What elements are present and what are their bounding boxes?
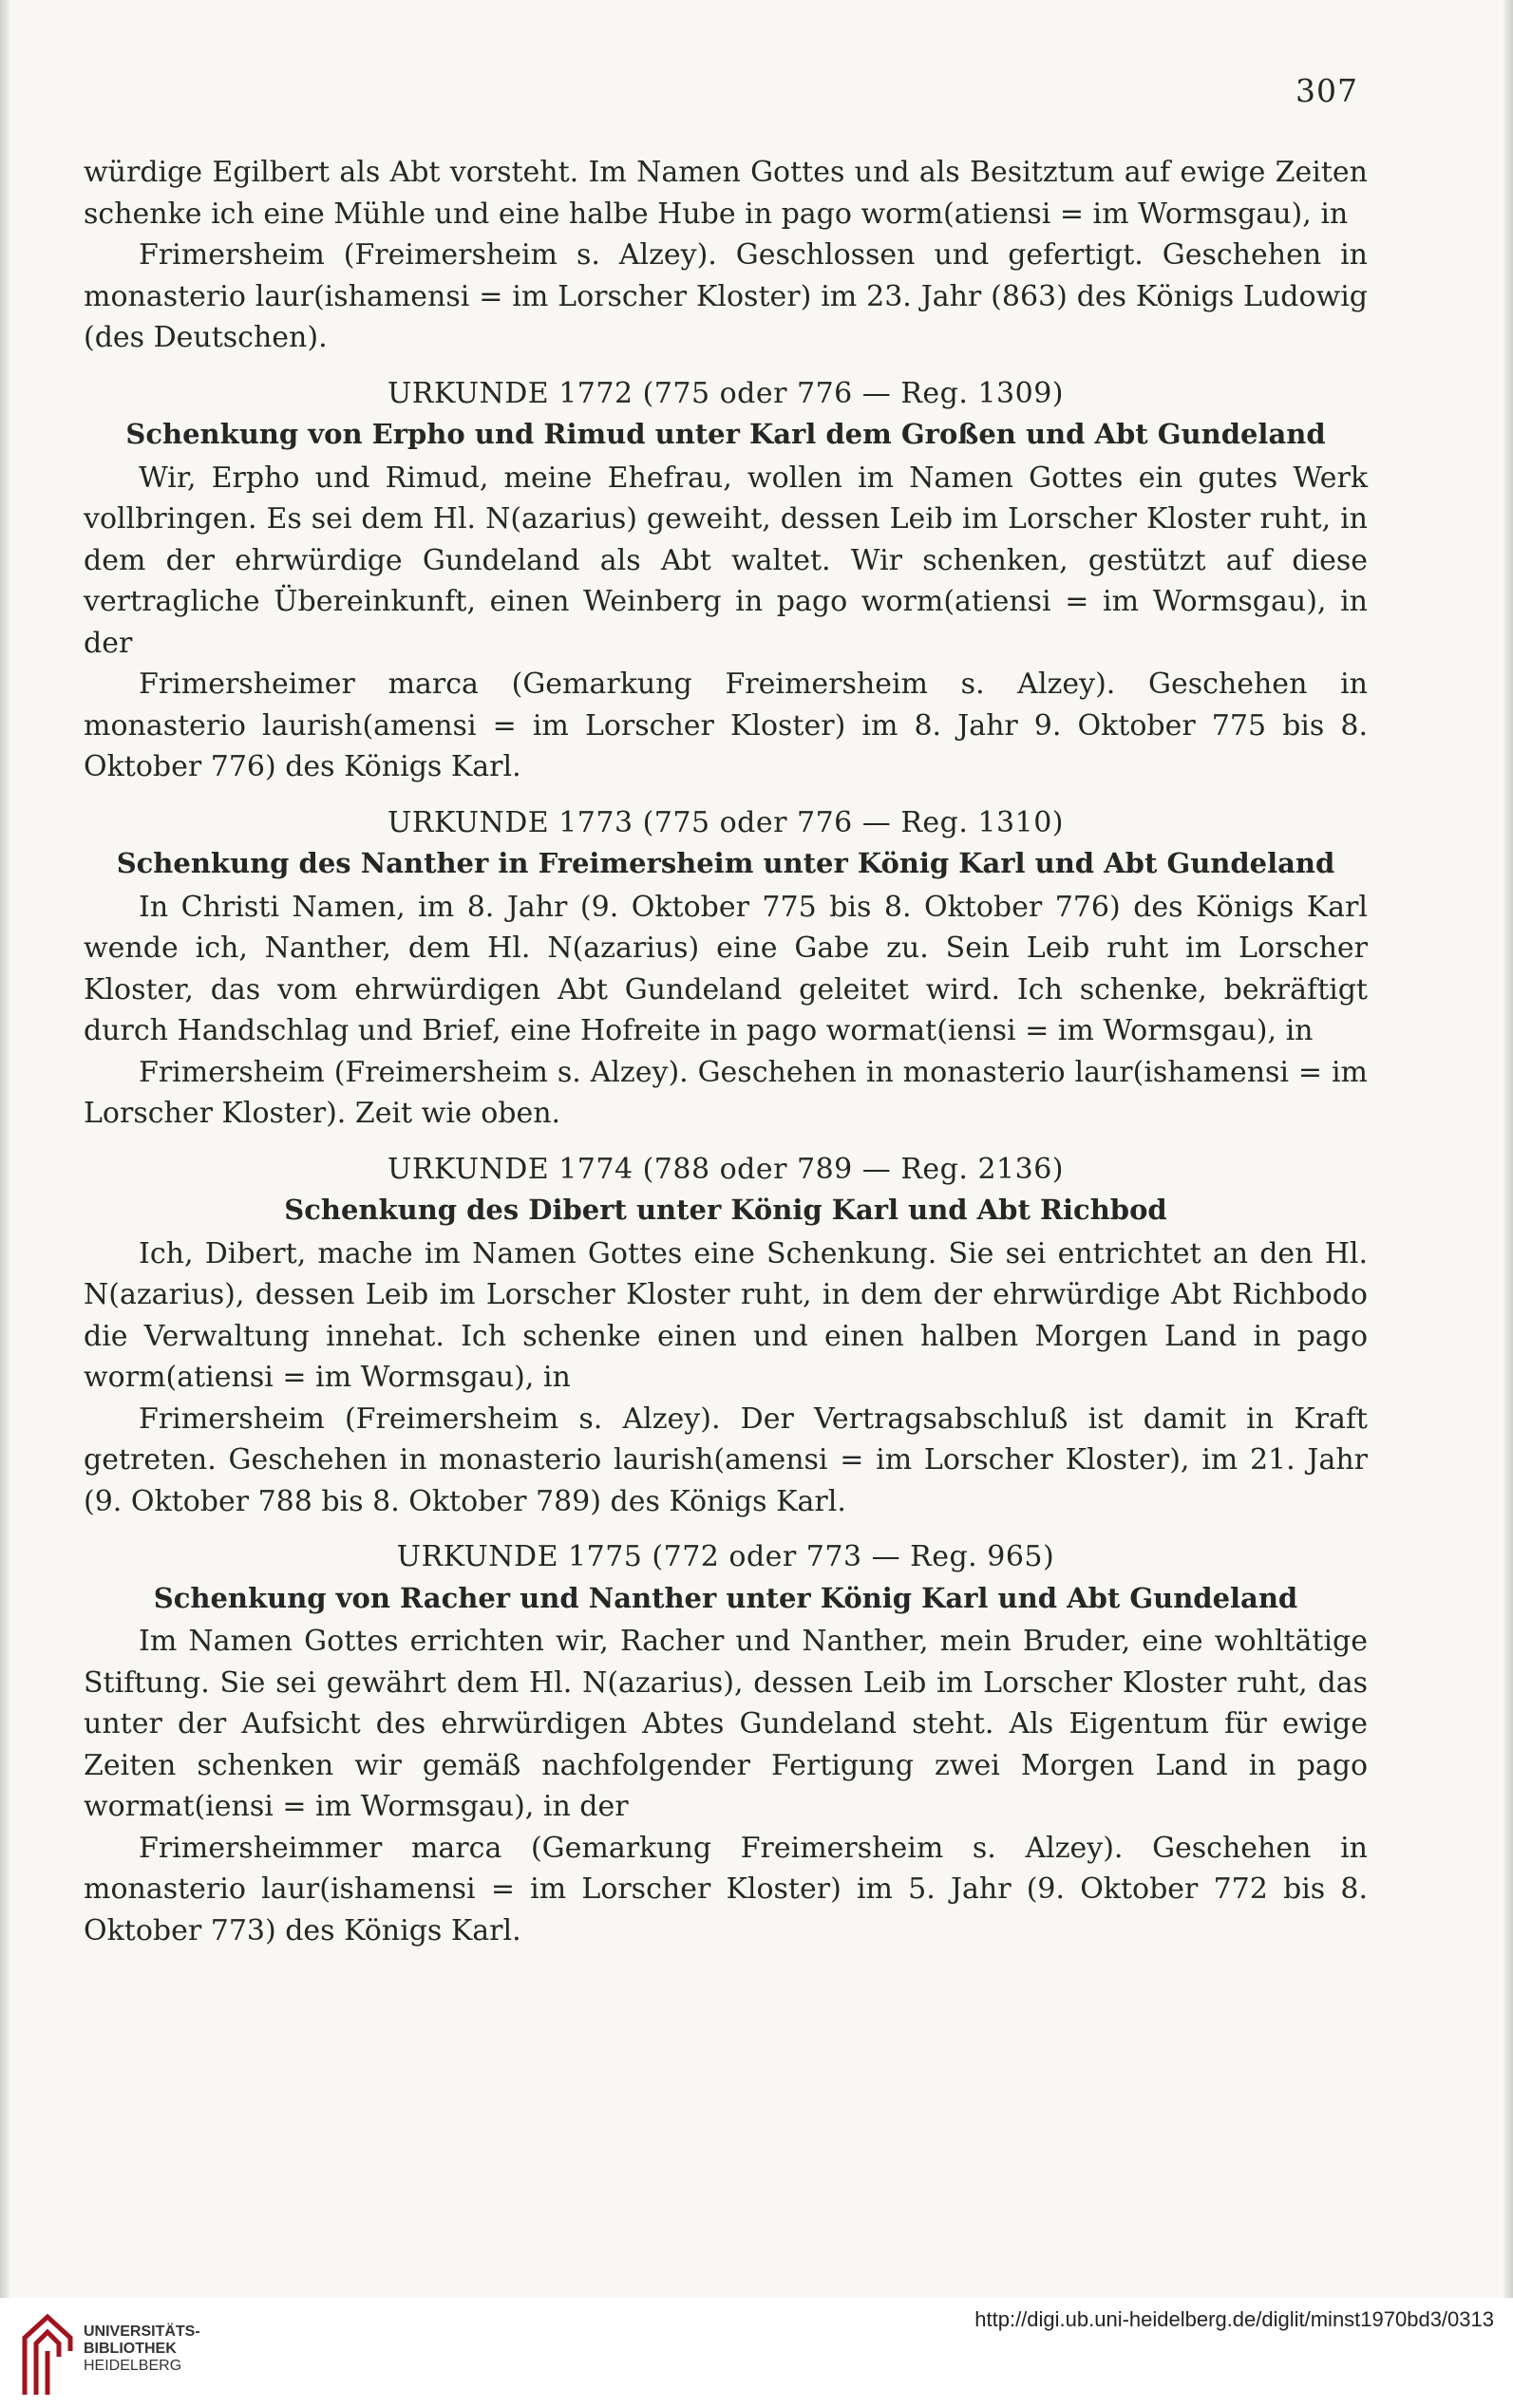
urkunde-1774-title: Schenkung des Dibert unter König Karl und Abt Richbod xyxy=(284,1194,1167,1226)
urkunde-1773-heading: URKUNDE 1773 (775 oder 776 — Reg. 1310) xyxy=(387,805,1065,839)
urkunde-1773-paragraph-1: In Christi Namen, im 8. Jahr (9. Oktober 775 bis 8. Oktober 776) des Königs Karl wende ich, Nanther, dem Hl. N(azarius) eine Gabe zu. Sein Leib ruht im Lorscher Kloster, das vom ehrwürdigen Abt Gundeland geleitet wird. Ich schenke, bekräftigt durch Handschlag und Brief, eine Hofreite in pago wormat(iensi = im Wormsgau), in xyxy=(84,890,1368,1047)
urkunde-1775-heading: URKUNDE 1775 (772 oder 773 — Reg. 965) xyxy=(396,1540,1055,1573)
library-name-line-1: UNIVERSITÄTS- xyxy=(84,2323,200,2340)
urkunde-1773-title: Schenkung des Nanther in Freimersheim unter König Karl und Abt Gundeland xyxy=(116,847,1335,879)
urkunde-1774-paragraph-2: Frimersheim (Freimersheim s. Alzey). Der Vertragsabschluß ist damit in Kraft getreten. Geschehen in monasterio laurish(amensi = im Lorscher Kloster), im 21. Jahr (9. Oktober 788 bis 8. Oktober 789) des Königs Karl. xyxy=(84,1402,1368,1518)
library-name-line-3: HEIDELBERG xyxy=(84,2358,182,2374)
library-name xyxy=(84,2323,200,2375)
urkunde-1772-paragraph-2: Frimersheimer marca (Gemarkung Freimersheim s. Alzey). Geschehen in monasterio laurish(amensi = im Lorscher Kloster) im 8. Jahr 9. Oktober 775 bis 8. Oktober 776) des Königs Karl. xyxy=(84,668,1368,783)
library-name-line-2: BIBLIOTHEK xyxy=(84,2341,177,2357)
urkunde-1772-heading: URKUNDE 1772 (775 oder 776 — Reg. 1309) xyxy=(387,376,1065,410)
page-body xyxy=(84,152,1368,1951)
urkunde-1772-paragraph-1: Wir, Erpho und Rimud, meine Ehefrau, wollen im Namen Gottes ein gutes Werk vollbringen. Es sei dem Hl. N(azarius) geweiht, dessen Leib im Lorscher Kloster ruht, in dem der ehrwürdige Gundeland als Abt waltet. Wir schenken, gestützt auf diese vertragliche Übereinkunft, einen Weinberg in pago worm(atiensi = im Wormsgau), in der xyxy=(84,461,1368,660)
urkunde-1774-paragraph-1: Ich, Dibert, mache im Namen Gottes eine Schenkung. Sie sei entrichtet an den Hl. N(azarius), dessen Leib im Lorscher Kloster ruht, in dem der ehrwürdige Abt Richbodo die Verwaltung innehat. Ich schenke einen und einen halben Morgen Land in pago worm(atiensi = im Wormsgau), in xyxy=(84,1236,1368,1394)
page-edge-right xyxy=(1504,0,1513,2298)
library-logo-icon xyxy=(19,2309,76,2400)
page-number: 307 xyxy=(1296,72,1358,109)
urkunde-1774-heading: URKUNDE 1774 (788 oder 789 — Reg. 2136) xyxy=(387,1152,1065,1186)
permalink-url[interactable]: http://digi.ub.uni-heidelberg.de/diglit/minst1970bd3/0313 xyxy=(974,2307,1494,2331)
urkunde-1772-title: Schenkung von Erpho und Rimud unter Karl dem Großen und Abt Gundeland xyxy=(125,418,1326,450)
urkunde-1773-paragraph-2: Frimersheim (Freimersheim s. Alzey). Geschehen in monasterio laur(ishamensi = im Lorscher Kloster). Zeit wie oben. xyxy=(84,1055,1368,1130)
urkunde-1775-title: Schenkung von Racher und Nanther unter König Karl und Abt Gundeland xyxy=(153,1581,1298,1614)
intro-paragraph-2: Frimersheim (Freimersheim s. Alzey). Geschlossen und gefertigt. Geschehen in monasterio laur(ishamensi = im Lorscher Kloster) im 23. Jahr (863) des Königs Ludowig (des Deutschen). xyxy=(84,238,1368,354)
page-edge-left xyxy=(0,0,9,2298)
urkunde-1775-paragraph-2: Frimersheimmer marca (Gemarkung Freimersheim s. Alzey). Geschehen in monasterio laur(ishamensi = im Lorscher Kloster) im 5. Jahr (9. Oktober 772 bis 8. Oktober 773) des Königs Karl. xyxy=(84,1831,1368,1947)
intro-paragraph-1: würdige Egilbert als Abt vorsteht. Im Namen Gottes und als Besitztum auf ewige Zeiten schenke ich eine Mühle und eine halbe Hube in pago worm(atiensi = im Wormsgau), in xyxy=(84,156,1368,231)
urkunde-1775-paragraph-1: Im Namen Gottes errichten wir, Racher und Nanther, mein Bruder, eine wohltätige Stiftung. Sie sei gewährt dem Hl. N(azarius), dessen Leib im Lorscher Kloster ruht, das unter der Aufsicht des ehrwürdigen Abtes Gundeland steht. Als Eigentum für ewige Zeiten schenken wir gemäß nachfolgender Fertigung zwei Morgen Land in pago wormat(iensi = im Wormsgau), in der xyxy=(84,1625,1368,1823)
